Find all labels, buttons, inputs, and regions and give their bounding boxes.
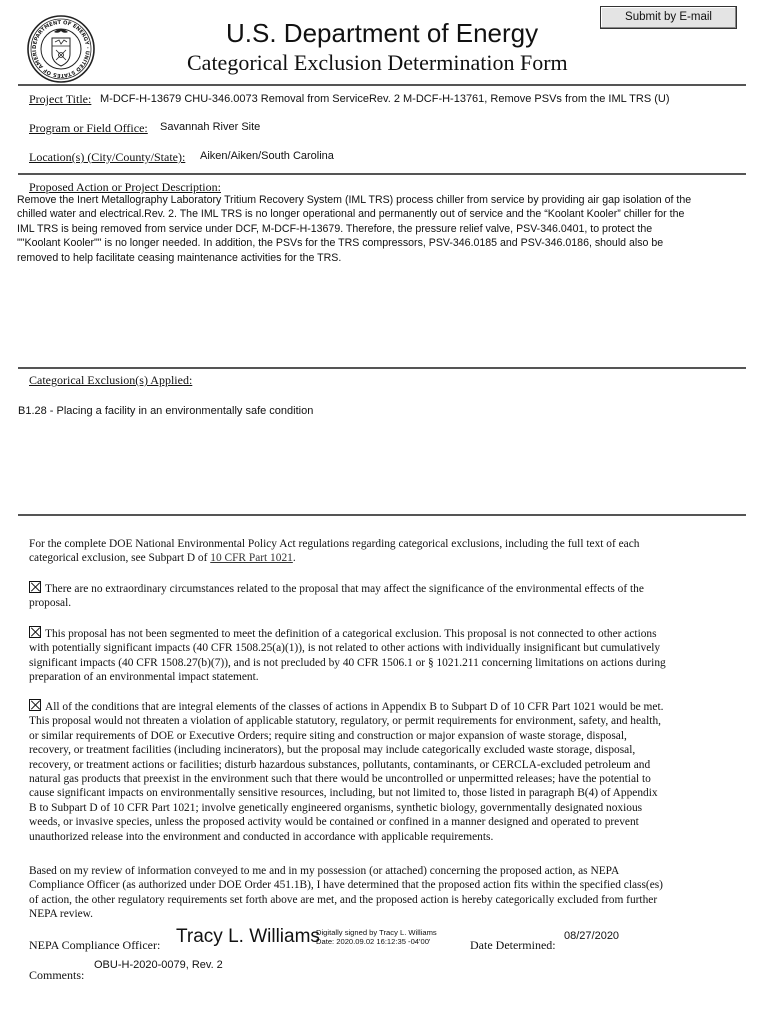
checkbox-text: with potentially significant impacts (40 CFR 1508.25(a)(1)), is not related to other actions with individually insignificant but cumulatively: [29, 642, 661, 655]
cx-applied-field[interactable]: B1.28 - Placing a facility in an environmentally safe condition: [18, 405, 314, 417]
checkbox-text: unauthorized release into the environment and conducted in accordance with applicable requirements.: [29, 830, 494, 843]
text-line: IML TRS is being removed from service under DCF, M-DCF-H-13679. Therefore, the pressure relief valve, PSV-346.0401, to protect the: [17, 222, 653, 235]
doe-seal-logo: [26, 14, 96, 84]
text-line: For the complete DOE National Environmental Policy Act regulations regarding categorical exclusions, including the full text of each: [29, 538, 640, 550]
text-line: Remove the Inert Metallography Laboratory Tritium Recovery System (IML TRS) process chiller from service by providing air gap isolation of the: [17, 194, 692, 206]
checkbox-text: weeds, or invasive species, unless the proposed activity would be contained or confined in a manner designed and operated to prevent: [29, 816, 639, 829]
checkbox-text: cause significant impacts on environmentally sensitive resources, including, but not limited to, those listed in paragraph B(4) of Appendix: [29, 787, 658, 800]
cfr-part-1021-link[interactable]: 10 CFR Part 1021: [210, 552, 293, 565]
text-span: .: [292, 552, 296, 565]
checkbox-text: proposal.: [29, 597, 72, 610]
action-divider: [18, 367, 746, 369]
text-line: Based on my review of information conveyed to me and in my possession (or attached) concerning the proposed action, as NEPA: [29, 865, 620, 877]
officer-signature-field[interactable]: Tracy L. Williams: [176, 926, 320, 947]
digital-signature-info: [316, 928, 437, 946]
text-line: removed to help facilitate ceasing maintenance activities for the TRS.: [17, 251, 342, 264]
project-title-field[interactable]: M-DCF-H-13679 CHU-346.0073 Removal from ServiceRev. 2 M-DCF-H-13761, Remove PSVs from the IML TRS (U): [100, 93, 670, 105]
project-title-label: Project Title:: [29, 92, 92, 106]
cx-applied-label: Categorical Exclusion(s) Applied:: [29, 373, 193, 387]
segmentation-item: [29, 626, 749, 685]
text-line: [29, 551, 749, 565]
text-line: Compliance Officer (as authorized under DOE Order 451.1B), I have determined that the proposed action fits within the specified class(es): [29, 879, 663, 892]
proposed-action-field[interactable]: [17, 193, 747, 265]
determination-statement: [29, 864, 749, 922]
integral-elements-checkbox[interactable]: [29, 699, 41, 711]
nepa-officer-label: NEPA Compliance Officer:: [29, 938, 161, 952]
proposed-action-label: Proposed Action or Project Description:: [29, 180, 221, 194]
checkbox-text: preparation of an environmental impact statement.: [29, 671, 259, 684]
comments-label: Comments:: [29, 968, 85, 982]
checkbox-text: natural gas products that preexist in the environment such that there would be uncontrolled or unpermitted releases; have the potential to: [29, 773, 651, 786]
checkbox-text: All of the conditions that are integral elements of the classes of actions in Appendix B to Subpart D of 10 CFR Part 1021 would be met.: [45, 701, 664, 713]
checkbox-text: significant impacts (40 CFR 1508.27(b)(7)), and is not precluded by 40 CFR 1506.1 or § 1021.211 concerning limitations on actions during: [29, 656, 666, 669]
page-title: U.S. Department of Energy: [226, 18, 539, 48]
text-line: chilled water and electrical.Rev. 2. The IML TRS is no longer operational and permanently out of service and the “Koolant Kooler” chiller for the: [17, 208, 685, 221]
text-line: ""Koolant Kooler"" is no longer needed. In addition, the PSVs for the TRS compressors, PSV-346.0185 and PSV-346.0186, should also be: [17, 237, 664, 250]
digital-signed-by: Digitally signed by Tracy L. Williams: [316, 928, 437, 937]
text-span: categorical exclusion, see Subpart D of: [29, 552, 211, 565]
checkbox-text: This proposal has not been segmented to meet the definition of a categorical exclusion. This proposal is not connected to other actions: [45, 628, 657, 640]
location-field[interactable]: Aiken/Aiken/South Carolina: [200, 150, 334, 162]
checkbox-text: There are no extraordinary circumstances related to the proposal that may affect the significance of the environmental effects of the: [45, 583, 644, 595]
integral-elements-item: [29, 699, 749, 844]
comments-field[interactable]: OBU-H-2020-0079, Rev. 2: [94, 959, 223, 971]
program-office-label: Program or Field Office:: [29, 121, 148, 135]
header-divider: [18, 84, 746, 86]
extraordinary-circumstances-checkbox[interactable]: [29, 581, 41, 593]
checkbox-text: B to Subpart D of 10 CFR Part 1021; involve genetically engineered organisms, synthetic biology, governmentally designated noxious: [29, 801, 643, 814]
location-label: Location(s) (City/County/State):: [29, 150, 186, 164]
cx-divider: [18, 514, 746, 516]
text-line: of action, the other regulatory requirements set forth above are met, and the proposed action is hereby categorically excluded from further: [29, 893, 658, 906]
form-subtitle: Categorical Exclusion Determination Form: [187, 50, 568, 75]
segmentation-checkbox[interactable]: [29, 626, 41, 638]
submit-by-email-button[interactable]: Submit by E-mail: [600, 6, 737, 29]
date-determined-field[interactable]: 08/27/2020: [564, 930, 620, 942]
svg-text:DEPARTMENT OF ENERGY · UNITED: DEPARTMENT OF ENERGY · UNITED STATES OF AMERI: [31, 19, 91, 79]
date-determined-label: Date Determined:: [470, 938, 556, 952]
checkbox-text: recovery, or treatment facilities (including incinerators), but the proposal may include categorically excluded waste storage, disposal,: [29, 744, 636, 757]
digital-signed-date: Date: 2020.09.02 16:12:35 -04'00': [316, 937, 431, 946]
checkbox-text: or similar requirements of DOE or Executive Orders; require siting and construction or major expansion of waste storage, disposal,: [29, 729, 627, 742]
extraordinary-circumstances-item: [29, 581, 749, 611]
location-divider: [18, 173, 746, 175]
regulations-intro: [29, 537, 749, 566]
program-office-field[interactable]: Savannah River Site: [160, 121, 261, 133]
checkbox-text: recovery, or treatment actions or facilities; disturb hazardous substances, pollutants, contaminants, or CERCLA-excluded petroleum and: [29, 758, 651, 771]
checkbox-text: This proposal would not threaten a violation of applicable statutory, regulatory, or permit requirements for environment, safety, and health,: [29, 715, 661, 728]
text-line: NEPA review.: [29, 908, 94, 921]
